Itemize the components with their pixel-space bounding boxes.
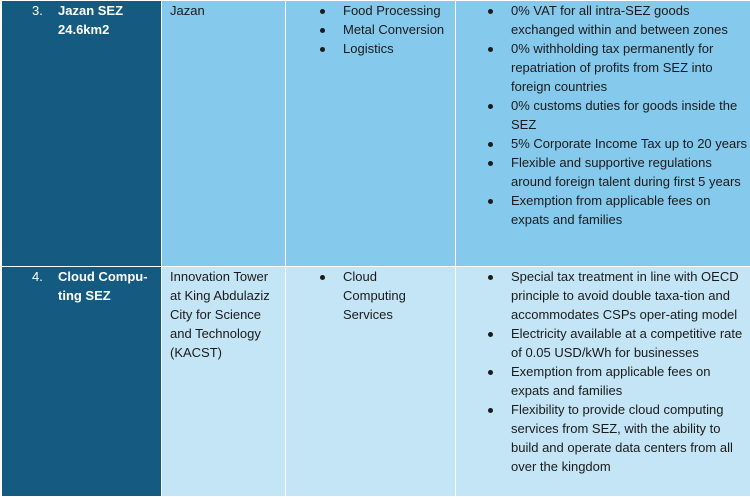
list-item: 0% customs duties for goods inside the SEZ (456, 96, 750, 134)
zone-name-cell (2, 267, 162, 497)
sectors-list (286, 1, 455, 58)
list-item: Cloud Computing Services (286, 267, 455, 324)
zone-name: Cloud Compu-ting SEZ (58, 267, 156, 305)
table-row (2, 1, 750, 267)
zone-name-cell (2, 1, 162, 267)
list-item: 0% VAT for all intra-SEZ goods exchanged within and between zones (456, 1, 750, 39)
list-item: Food Processing (286, 1, 455, 20)
sez-table (1, 0, 750, 497)
incentives-cell (456, 1, 750, 267)
list-item: Flexible and supportive regulations around foreign talent during first 5 years (456, 153, 750, 191)
sectors-cell (286, 267, 456, 497)
zone-location: Jazan (162, 1, 285, 20)
sectors-cell (286, 1, 456, 267)
list-item: Electricity available at a competitive rate of 0.05 USD/kWh for businesses (456, 324, 750, 362)
list-item: Flexibility to provide cloud computing services from SEZ, with the ability to build and operate data centers from all over the kingdom (456, 400, 750, 476)
zone-name: Jazan SEZ 24.6km2 (58, 1, 156, 39)
list-item: Exemption from applicable fees on expats and families (456, 362, 750, 400)
list-item: Metal Conversion (286, 20, 455, 39)
row-number: 4. (32, 267, 58, 305)
location-cell (162, 267, 286, 497)
list-item: 0% withholding tax permanently for repatriation of profits from SEZ into foreign countries (456, 39, 750, 96)
incentives-cell (456, 267, 750, 497)
zone-location: Innovation Tower at King Abdulaziz City for Science and Technology (KACST) (162, 267, 285, 362)
sectors-list (286, 267, 455, 324)
incentives-list (456, 1, 750, 229)
table-row (2, 267, 750, 497)
list-item: Special tax treatment in line with OECD principle to avoid double taxa-tion and accommodates CSPs oper-ating model (456, 267, 750, 324)
location-cell (162, 1, 286, 267)
list-item: Exemption from applicable fees on expats and families (456, 191, 750, 229)
row-number: 3. (32, 1, 58, 39)
list-item: 5% Corporate Income Tax up to 20 years (456, 134, 750, 153)
incentives-list (456, 267, 750, 476)
list-item: Logistics (286, 39, 455, 58)
